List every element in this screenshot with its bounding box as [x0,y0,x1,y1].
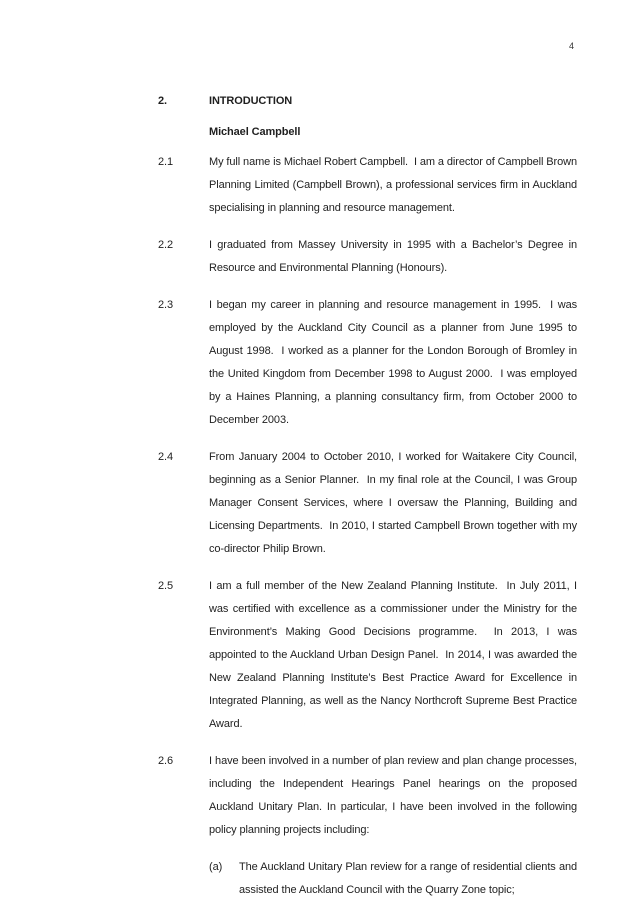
section-heading [158,90,577,113]
paragraph-body [209,750,577,902]
list-item-text: The Auckland Unitary Plan review for a range of residential clients and assisted the Auckland Council with the Quarry Zone topic; [239,861,577,896]
paragraph [158,750,577,902]
paragraph [158,234,577,280]
paragraph-text: I graduated from Massey University in 1995 with a Bachelor’s Degree in Resource and Environmental Planning (Honours). [209,239,577,274]
paragraph-number: 2.3 [158,299,173,311]
section-heading-number: 2. [158,95,167,107]
paragraph-text: My full name is Michael Robert Campbell. I am a director of Campbell Brown Planning Limited (Campbell Brown), a professional services firm in Auckland specialising in planning and resource management. [209,156,577,214]
paragraph-text: I began my career in planning and resource management in 1995. I was employed by the Auckland City Council as a planner from June 1995 to August 1998. I worked as a planner for the London Borough of Bromley in the United Kingdom from December 1998 to August 2000. I was employed by a Haines Planning, a planning consultancy firm, from October 2000 to December 2003. [209,299,577,426]
paragraph [158,446,577,561]
page-number: 4 [568,41,574,51]
paragraph-text: I have been involved in a number of plan review and plan change processes, including the Independent Hearings Panel hearings on the proposed Auckland Unitary Plan. In particular, I have been involved in the following policy planning projects including: [209,755,577,836]
paragraph [158,151,577,220]
paragraph-number: 2.1 [158,156,173,168]
paragraph-number: 2.4 [158,451,173,463]
paragraph-text: From January 2004 to October 2010, I worked for Waitakere City Council, beginning as a Senior Planner. In my final role at the Council, I was Group Manager Consent Services, where I oversaw the Planning, Building and Licensing Departments. In 2010, I started Campbell Brown together with my co-director Philip Brown. [209,451,577,555]
paragraph-number: 2.5 [158,580,173,592]
list-item-label: (a) [209,861,223,873]
paragraph-number: 2.2 [158,239,173,251]
document-content [158,90,577,902]
paragraph [158,575,577,736]
list-item [209,856,577,902]
paragraph-number: 2.6 [158,755,173,767]
section-heading-title: INTRODUCTION [209,95,293,107]
witness-name-subheading: Michael Campbell [209,126,301,138]
paragraph-text: I am a full member of the New Zealand Planning Institute. In July 2011, I was certified with excellence as a commissioner under the Ministry for the Environment’s Making Good Decisions programme. In 2013, I was appointed to the Auckland Urban Design Panel. In 2014, I was awarded the New Zealand Planning Institute’s Best Practice Award for Excellence in Integrated Planning, as well as the Nancy Northcroft Supreme Best Practice Award. [209,580,577,730]
paragraph [158,294,577,432]
